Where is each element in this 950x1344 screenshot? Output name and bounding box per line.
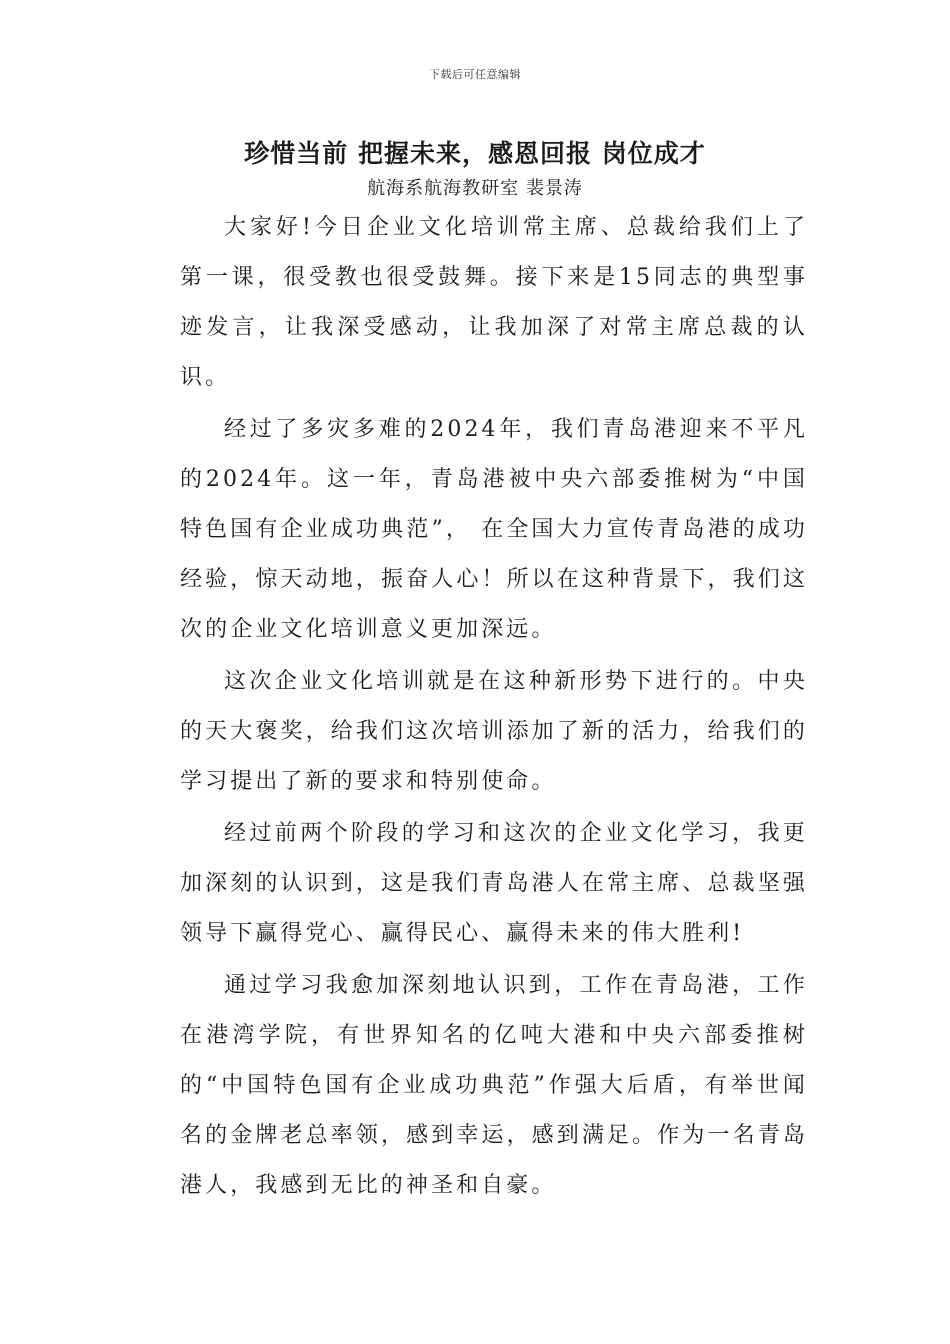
- paragraph-5: 通过学习我愈加深刻地认识到，工作在青岛港，工作在港湾学院，有世界知名的亿吨大港和中央六部委推树的“中国特色国有企业成功典范”作强大后盾，有举世闻名的金牌老总率领，感到幸运，感到满足。作为一名青岛港人，我感到无比的神圣和自豪。: [180, 973, 808, 1198]
- document-title: 珍惜当前 把握未来，感恩回报 岗位成才: [244, 139, 706, 168]
- paragraph-1: 大家好!今日企业文化培训常主席、总裁给我们上了第一课，很受教也很受鼓舞。接下来是15同志的典型事迹发言，让我深受感动，让我加深了对常主席总裁的认识。: [180, 215, 808, 390]
- document-body: [180, 203, 808, 1213]
- header-note: 下载后可任意编辑: [429, 68, 521, 81]
- paragraph-4: 经过前两个阶段的学习和这次的企业文化学习，我更加深刻的认识到，这是我们青岛港人在常主席、总裁坚强领导下赢得党心、赢得民心、赢得未来的伟大胜利!: [180, 821, 808, 946]
- author-line: 航海系航海教研室 裴景涛: [367, 178, 583, 199]
- paragraph-2: 经过了多灾多难的2024年，我们青岛港迎来不平凡的2024年。这一年，青岛港被中央六部委推树为“中国特色国有企业成功典范”， 在全国大力宣传青岛港的成功经验，惊天动地，振奋人心！所以在这种背景下，我们这次的企业文化培训意义更加深远。: [180, 417, 808, 642]
- paragraph-3: 这次企业文化培训就是在这种新形势下进行的。中央的天大褒奖，给我们这次培训添加了新的活力，给我们的学习提出了新的要求和特别使命。: [180, 669, 808, 794]
